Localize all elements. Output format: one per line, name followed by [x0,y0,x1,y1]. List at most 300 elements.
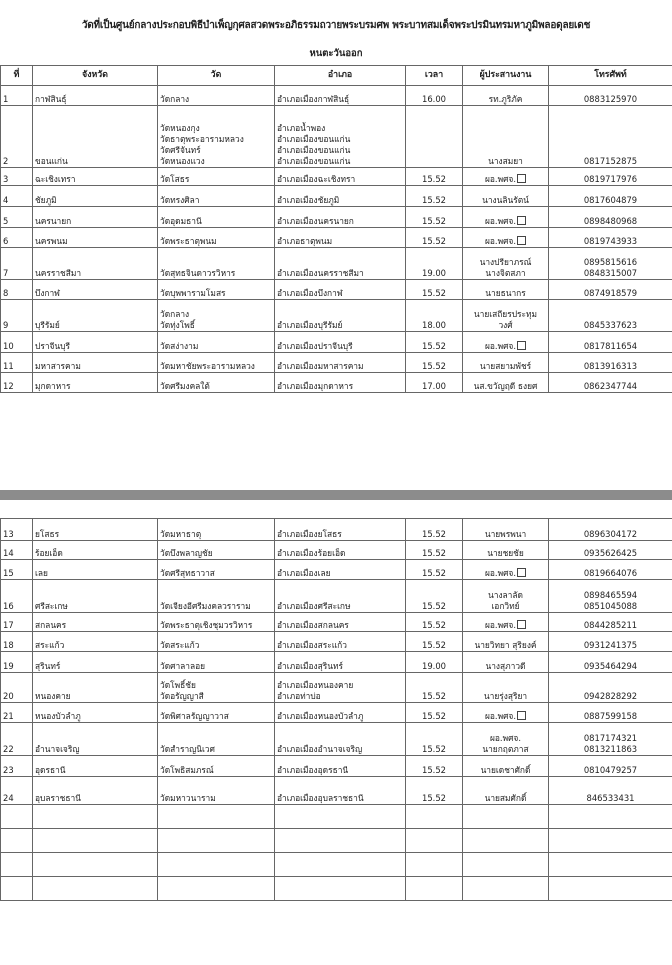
cell-province: สกลนคร [33,613,158,632]
blank-cell [1,829,33,853]
cell-no: 4 [1,186,33,207]
cell-coordinator [463,777,549,805]
cell-temple-line: วัดมหาวนาราม [160,793,216,803]
cell-coordinator-line: นายชยชัย [487,548,524,558]
cell-no: 3 [1,168,33,186]
cell-no: 7 [1,248,33,280]
blank-table-row [1,853,672,877]
cell-district-line: อำเภอเมืองมหาสารคาม [277,361,364,371]
cell-phone [549,652,672,673]
cell-no: 12 [1,373,33,393]
cell-coordinator [463,703,549,723]
cell-phone [549,673,672,703]
cell-district-line: อำเภอเมืองอำนาจเจริญ [277,744,363,754]
table-row [1,168,672,186]
cell-district-line: อำเภอเมืองยโสธร [277,529,342,539]
header-district: อำเภอ [275,66,406,86]
cell-phone [549,186,672,207]
cell-province: บึงกาฬ [33,280,158,300]
cell-province: นครราชสีมา [33,248,158,280]
cell-district-line: อำเภอเมืองนครนายก [277,216,354,226]
cell-temple [158,541,275,560]
cell-temple-line: วัดอุดมธานี [160,216,202,226]
cell-phone-line: 0817174321 [583,733,638,743]
cell-district-line: อำเภอเมืองขอนแก่น [277,134,351,144]
document-subtitle: หนตะวันออก [309,48,363,59]
table-row [1,186,672,207]
cell-no: 18 [1,632,33,652]
table-row [1,560,672,580]
blank-cell [1,805,33,829]
table-row [1,332,672,353]
table-row [1,373,672,393]
cell-temple-line: วัดหนองแวง [160,156,205,166]
cell-province: อุดรธานี [33,756,158,777]
blank-table-row [1,805,672,829]
cell-coordinator-line: ผอ.พศจ. [465,341,546,352]
cell-district-line: อำเภอเมืองฉะเชิงทรา [277,174,356,184]
cell-phone [549,207,672,228]
cell-no: 11 [1,353,33,373]
cell-district-line: อำเภอเมืองนครราชสีมา [277,268,364,278]
cell-coordinator [463,541,549,560]
table-row [1,86,672,106]
cell-phone [549,373,672,393]
cell-phone [549,280,672,300]
cell-no: 1 [1,86,33,106]
cell-time: 15.52 [406,207,463,228]
cell-no: 21 [1,703,33,723]
cell-province: มหาสารคาม [33,353,158,373]
cell-temple-line: วัดโพธิ์ชัย [160,680,196,690]
cell-coordinator [463,168,549,186]
table-row [1,723,672,756]
cell-coordinator [463,652,549,673]
cell-phone-line: 0898480968 [583,216,638,226]
cell-phone-line: 0817152875 [583,156,638,166]
table-row [1,777,672,805]
cell-coordinator [463,723,549,756]
cell-time: 15.52 [406,353,463,373]
cell-temple-line: วัดธาตุพระอารามหลวง [160,134,244,144]
cell-time: 15.52 [406,756,463,777]
cell-coordinator-line: วงศ์ [498,320,513,330]
cell-coordinator-line: นายกฤตภาส [482,744,529,754]
cell-temple-line: วัดสำราญนิเวศ [160,744,215,754]
cell-temple [158,300,275,332]
temple-table-page-1 [0,65,672,393]
table-row [1,207,672,228]
cell-temple [158,673,275,703]
cell-temple-line: วัดพระธาตุเชิงชุมวรวิหาร [160,620,253,630]
cell-coordinator-line: นายวิทยา สุริยงค์ [474,640,537,650]
cell-temple [158,723,275,756]
table-row [1,519,672,541]
checkbox-glyph-icon [517,620,526,629]
cell-district-line: อำเภอเมืองปราจีนบุรี [277,341,353,351]
checkbox-glyph-icon [517,341,526,350]
cell-phone-line: 0817811654 [583,341,638,351]
cell-district [275,106,406,168]
cell-time: 15.52 [406,632,463,652]
blank-cell [158,805,275,829]
blank-cell [406,853,463,877]
blank-cell [275,877,406,901]
cell-province: มุกดาหาร [33,373,158,393]
cell-no: 22 [1,723,33,756]
cell-coordinator-line: ผอ.พศจ. [465,711,546,722]
cell-province: สุรินทร์ [33,652,158,673]
table-row [1,106,672,168]
cell-coordinator-line: ผอ.พศจ. [465,174,546,185]
cell-time: 16.00 [406,86,463,106]
blank-cell [1,853,33,877]
cell-coordinator [463,248,549,280]
cell-no: 14 [1,541,33,560]
cell-phone [549,723,672,756]
cell-coordinator-line: นางสมยา [488,156,523,166]
cell-coordinator [463,353,549,373]
cell-district [275,580,406,613]
cell-phone-line: 0819743933 [583,236,638,246]
cell-temple [158,373,275,393]
cell-province: หนองคาย [33,673,158,703]
cell-district-line: อำเภอเมืองขอนแก่น [277,145,351,155]
cell-district [275,560,406,580]
cell-coordinator [463,228,549,248]
cell-temple-line: วัดสง่างาม [160,341,199,351]
cell-district [275,541,406,560]
cell-phone [549,756,672,777]
blank-table-row [1,877,672,901]
cell-no: 19 [1,652,33,673]
cell-coordinator [463,207,549,228]
cell-phone-line: 0935464294 [583,661,638,671]
cell-time: 15.52 [406,280,463,300]
cell-temple-line: วัดอรัญญาสี [160,691,204,701]
cell-phone [549,332,672,353]
cell-district-line: อำเภอเมืองหนองคาย [277,680,354,690]
checkbox-glyph-icon [517,568,526,577]
cell-coordinator-line: นางนลินรัตน์ [482,195,529,205]
cell-temple-line: วัดพระธาตุพนม [160,236,217,246]
cell-phone-line: 0845337623 [583,320,638,330]
cell-no: 23 [1,756,33,777]
cell-province: อำนาจเจริญ [33,723,158,756]
table-row [1,632,672,652]
cell-coordinator-line: นายสยามพัชร์ [479,361,532,371]
cell-temple [158,248,275,280]
cell-time: 19.00 [406,248,463,280]
cell-province: ขอนแก่น [33,106,158,168]
cell-no: 2 [1,106,33,168]
cell-district-line: อำเภอธาตุพนม [277,236,333,246]
cell-time: 15.52 [406,723,463,756]
cell-district-line: อำเภอเมืองชัยภูมิ [277,195,340,205]
cell-coordinator-line: นางปรียาภรณ์ [479,257,532,267]
cell-temple-line: วัดศรีสุทธาวาส [160,568,215,578]
temple-table-page-2 [0,518,672,901]
cell-district-line: อำเภอเมืองสระแก้ว [277,640,347,650]
cell-phone [549,519,672,541]
cell-phone-line: 0874918579 [583,288,638,298]
cell-district-line: อำเภอเมืองมุกดาหาร [277,381,354,391]
cell-district-line: อำเภอเมืองบุรีรัมย์ [277,320,343,330]
cell-temple-line: วัดกลาง [160,94,190,104]
cell-time: 15.52 [406,580,463,613]
cell-coordinator-line: ผอ.พศจ. [465,216,546,227]
cell-phone-line: 0848315007 [583,268,638,278]
cell-phone-line: 0819717976 [583,174,638,184]
cell-coordinator [463,300,549,332]
cell-no: 17 [1,613,33,632]
cell-coordinator-line: นางลาลัด [488,590,523,600]
blank-cell [158,853,275,877]
table-row [1,756,672,777]
document-title: วัดที่เป็นศูนย์กลางประกอบพิธีบำเพ็ญกุศลสวดพระอภิธรรมถวายพระบรมศพ พระบาทสมเด็จพระปรมินทรมหาภูมิพลอดุลยเดช [81,20,591,31]
cell-no: 24 [1,777,33,805]
cell-coordinator [463,280,549,300]
cell-phone-line: 0810479257 [583,765,638,775]
table-row [1,613,672,632]
cell-time: 15.52 [406,673,463,703]
cell-district-line: อำเภอเมืองหนองบัวลำภู [277,711,364,721]
cell-temple-line: วัดโพธิสมภรณ์ [160,765,214,775]
blank-table-row [1,829,672,853]
cell-coordinator-line: เอกวิทย์ [491,601,520,611]
cell-coordinator [463,613,549,632]
cell-coordinator [463,186,549,207]
cell-district [275,652,406,673]
cell-temple-line: วัดบุพพารามโมสร [160,288,226,298]
cell-temple-line: วัดศรีมงคลใต้ [160,381,210,391]
cell-coordinator [463,580,549,613]
cell-phone [549,580,672,613]
cell-district-line: อำเภอเมืองบึงกาฬ [277,288,343,298]
blank-cell [406,805,463,829]
blank-cell [463,877,549,901]
cell-temple [158,228,275,248]
cell-temple-line: วัดโสธร [160,174,190,184]
cell-district-line: อำเภอเมืองอุดรธานี [277,765,349,775]
cell-time: 15.52 [406,186,463,207]
cell-no: 5 [1,207,33,228]
checkbox-glyph-icon [517,236,526,245]
cell-coordinator-line: นายเดชาศักดิ์ [480,765,531,775]
cell-phone [549,777,672,805]
cell-coordinator-line: ผอ.พศจ. [489,733,521,743]
cell-temple-line: วัดสระแก้ว [160,640,200,650]
cell-phone [549,632,672,652]
cell-district [275,248,406,280]
cell-coordinator-line: นายธนากร [485,288,526,298]
cell-coordinator-line: นายรุ่งสุริยา [483,691,528,701]
cell-phone-line: 0813211863 [583,744,638,754]
cell-temple [158,186,275,207]
cell-district [275,777,406,805]
header-province: จังหวัด [33,66,158,86]
cell-coordinator [463,106,549,168]
checkbox-glyph-icon [517,174,526,183]
cell-district-line: อำเภอเมืองขอนแก่น [277,156,351,166]
cell-temple [158,86,275,106]
cell-coordinator [463,519,549,541]
cell-coordinator-line: นายสมศักดิ์ [484,793,527,803]
table-row [1,228,672,248]
cell-no: 20 [1,673,33,703]
cell-temple [158,353,275,373]
cell-district [275,613,406,632]
cell-district-line: อำเภอเมืองเลย [277,568,331,578]
blank-cell [549,877,672,901]
cell-phone-line: 0862347744 [583,381,638,391]
table-row [1,248,672,280]
cell-phone [549,228,672,248]
cell-phone-line: 0942828292 [583,691,638,701]
cell-phone [549,86,672,106]
cell-phone-line: 0887599158 [583,711,638,721]
page-break-separator [0,490,672,500]
cell-coordinator-line: นส.ขวัญฤดี ธงยศ [473,381,538,391]
cell-province: กาฬสินธุ์ [33,86,158,106]
cell-temple-line: วัดมหาธาตุ [160,529,202,539]
cell-district [275,207,406,228]
cell-coordinator [463,86,549,106]
cell-coordinator [463,560,549,580]
cell-coordinator-line: นายพรพนา [484,529,527,539]
cell-temple [158,519,275,541]
cell-phone [549,560,672,580]
cell-phone-line: 0813916313 [583,361,638,371]
cell-time: 19.00 [406,652,463,673]
cell-temple-line: วัดพิศาลรัญญาวาส [160,711,229,721]
cell-province: เลย [33,560,158,580]
cell-coordinator [463,632,549,652]
cell-coordinator [463,373,549,393]
cell-phone-line: 0844285211 [583,620,638,630]
cell-district [275,373,406,393]
cell-phone [549,300,672,332]
cell-phone [549,168,672,186]
cell-phone-line: 0883125970 [583,94,638,104]
cell-phone [549,613,672,632]
table-row [1,300,672,332]
cell-temple [158,580,275,613]
table-row [1,353,672,373]
cell-temple [158,332,275,353]
cell-phone-line: 0851045088 [583,601,638,611]
blank-cell [33,805,158,829]
cell-coordinator-line: ผอ.พศจ. [465,236,546,247]
cell-temple [158,560,275,580]
cell-district-line: อำเภอน้ำพอง [277,123,326,133]
table-header-row [1,66,672,86]
cell-temple [158,652,275,673]
cell-time: 17.00 [406,373,463,393]
cell-phone [549,703,672,723]
cell-district-line: อำเภอเมืองสกลนคร [277,620,349,630]
cell-district-line: อำเภอเมืองอุบลราชธานี [277,793,364,803]
cell-time: 15.52 [406,332,463,353]
cell-temple-line: วัดทุ่งโพธิ์ [160,320,195,330]
cell-phone [549,353,672,373]
checkbox-glyph-icon [517,711,526,720]
cell-temple [158,280,275,300]
cell-no: 9 [1,300,33,332]
cell-phone [549,541,672,560]
cell-district [275,168,406,186]
cell-time: 15.52 [406,228,463,248]
cell-time: 15.52 [406,541,463,560]
cell-time: 15.52 [406,519,463,541]
cell-temple-line: วัดศาลาลอย [160,661,206,671]
table-row [1,673,672,703]
cell-temple [158,777,275,805]
cell-district [275,332,406,353]
cell-no: 10 [1,332,33,353]
cell-district [275,519,406,541]
cell-temple [158,613,275,632]
cell-province: ศรีสะเกษ [33,580,158,613]
cell-phone-line: 0898465594 [583,590,638,600]
header-temple: วัด [158,66,275,86]
blank-cell [158,829,275,853]
cell-province: บุรีรัมย์ [33,300,158,332]
cell-phone-line: 846533431 [586,793,635,803]
cell-coordinator-line: ผอ.พศจ. [465,620,546,631]
cell-time: 18.00 [406,300,463,332]
header-no: ที่ [1,66,33,86]
header-phone: โทรศัพท์ [549,66,672,86]
cell-coordinator [463,332,549,353]
checkbox-glyph-icon [517,216,526,225]
blank-cell [275,829,406,853]
blank-cell [463,853,549,877]
blank-cell [549,829,672,853]
cell-district [275,673,406,703]
blank-cell [33,877,158,901]
cell-time: 15.52 [406,703,463,723]
cell-temple-line: วัดหนองกุง [160,123,200,133]
cell-district-line: อำเภอเมืองร้อยเอ็ด [277,548,346,558]
cell-temple-line: วัดกลาง [160,309,190,319]
blank-cell [406,829,463,853]
cell-phone [549,248,672,280]
cell-temple-line: วัดทรงศิลา [160,195,200,205]
cell-coordinator-line: นางจิตสภา [485,268,526,278]
blank-cell [463,805,549,829]
cell-coordinator-line: ผอ.พศจ. [465,568,546,579]
cell-province: นครนายก [33,207,158,228]
cell-time: 15.52 [406,613,463,632]
cell-district-line: อำเภอเมืองสุรินทร์ [277,661,344,671]
blank-cell [33,853,158,877]
cell-phone-line: 0819664076 [583,568,638,578]
table-row [1,280,672,300]
header-time: เวลา [406,66,463,86]
cell-temple-line: วัดบึงพลาญชัย [160,548,213,558]
cell-temple-line: วัดศรีจันทร์ [160,145,201,155]
blank-cell [549,853,672,877]
blank-cell [463,829,549,853]
cell-district [275,186,406,207]
blank-cell [275,853,406,877]
blank-cell [1,877,33,901]
cell-temple [158,168,275,186]
cell-no: 16 [1,580,33,613]
blank-cell [406,877,463,901]
cell-no: 13 [1,519,33,541]
